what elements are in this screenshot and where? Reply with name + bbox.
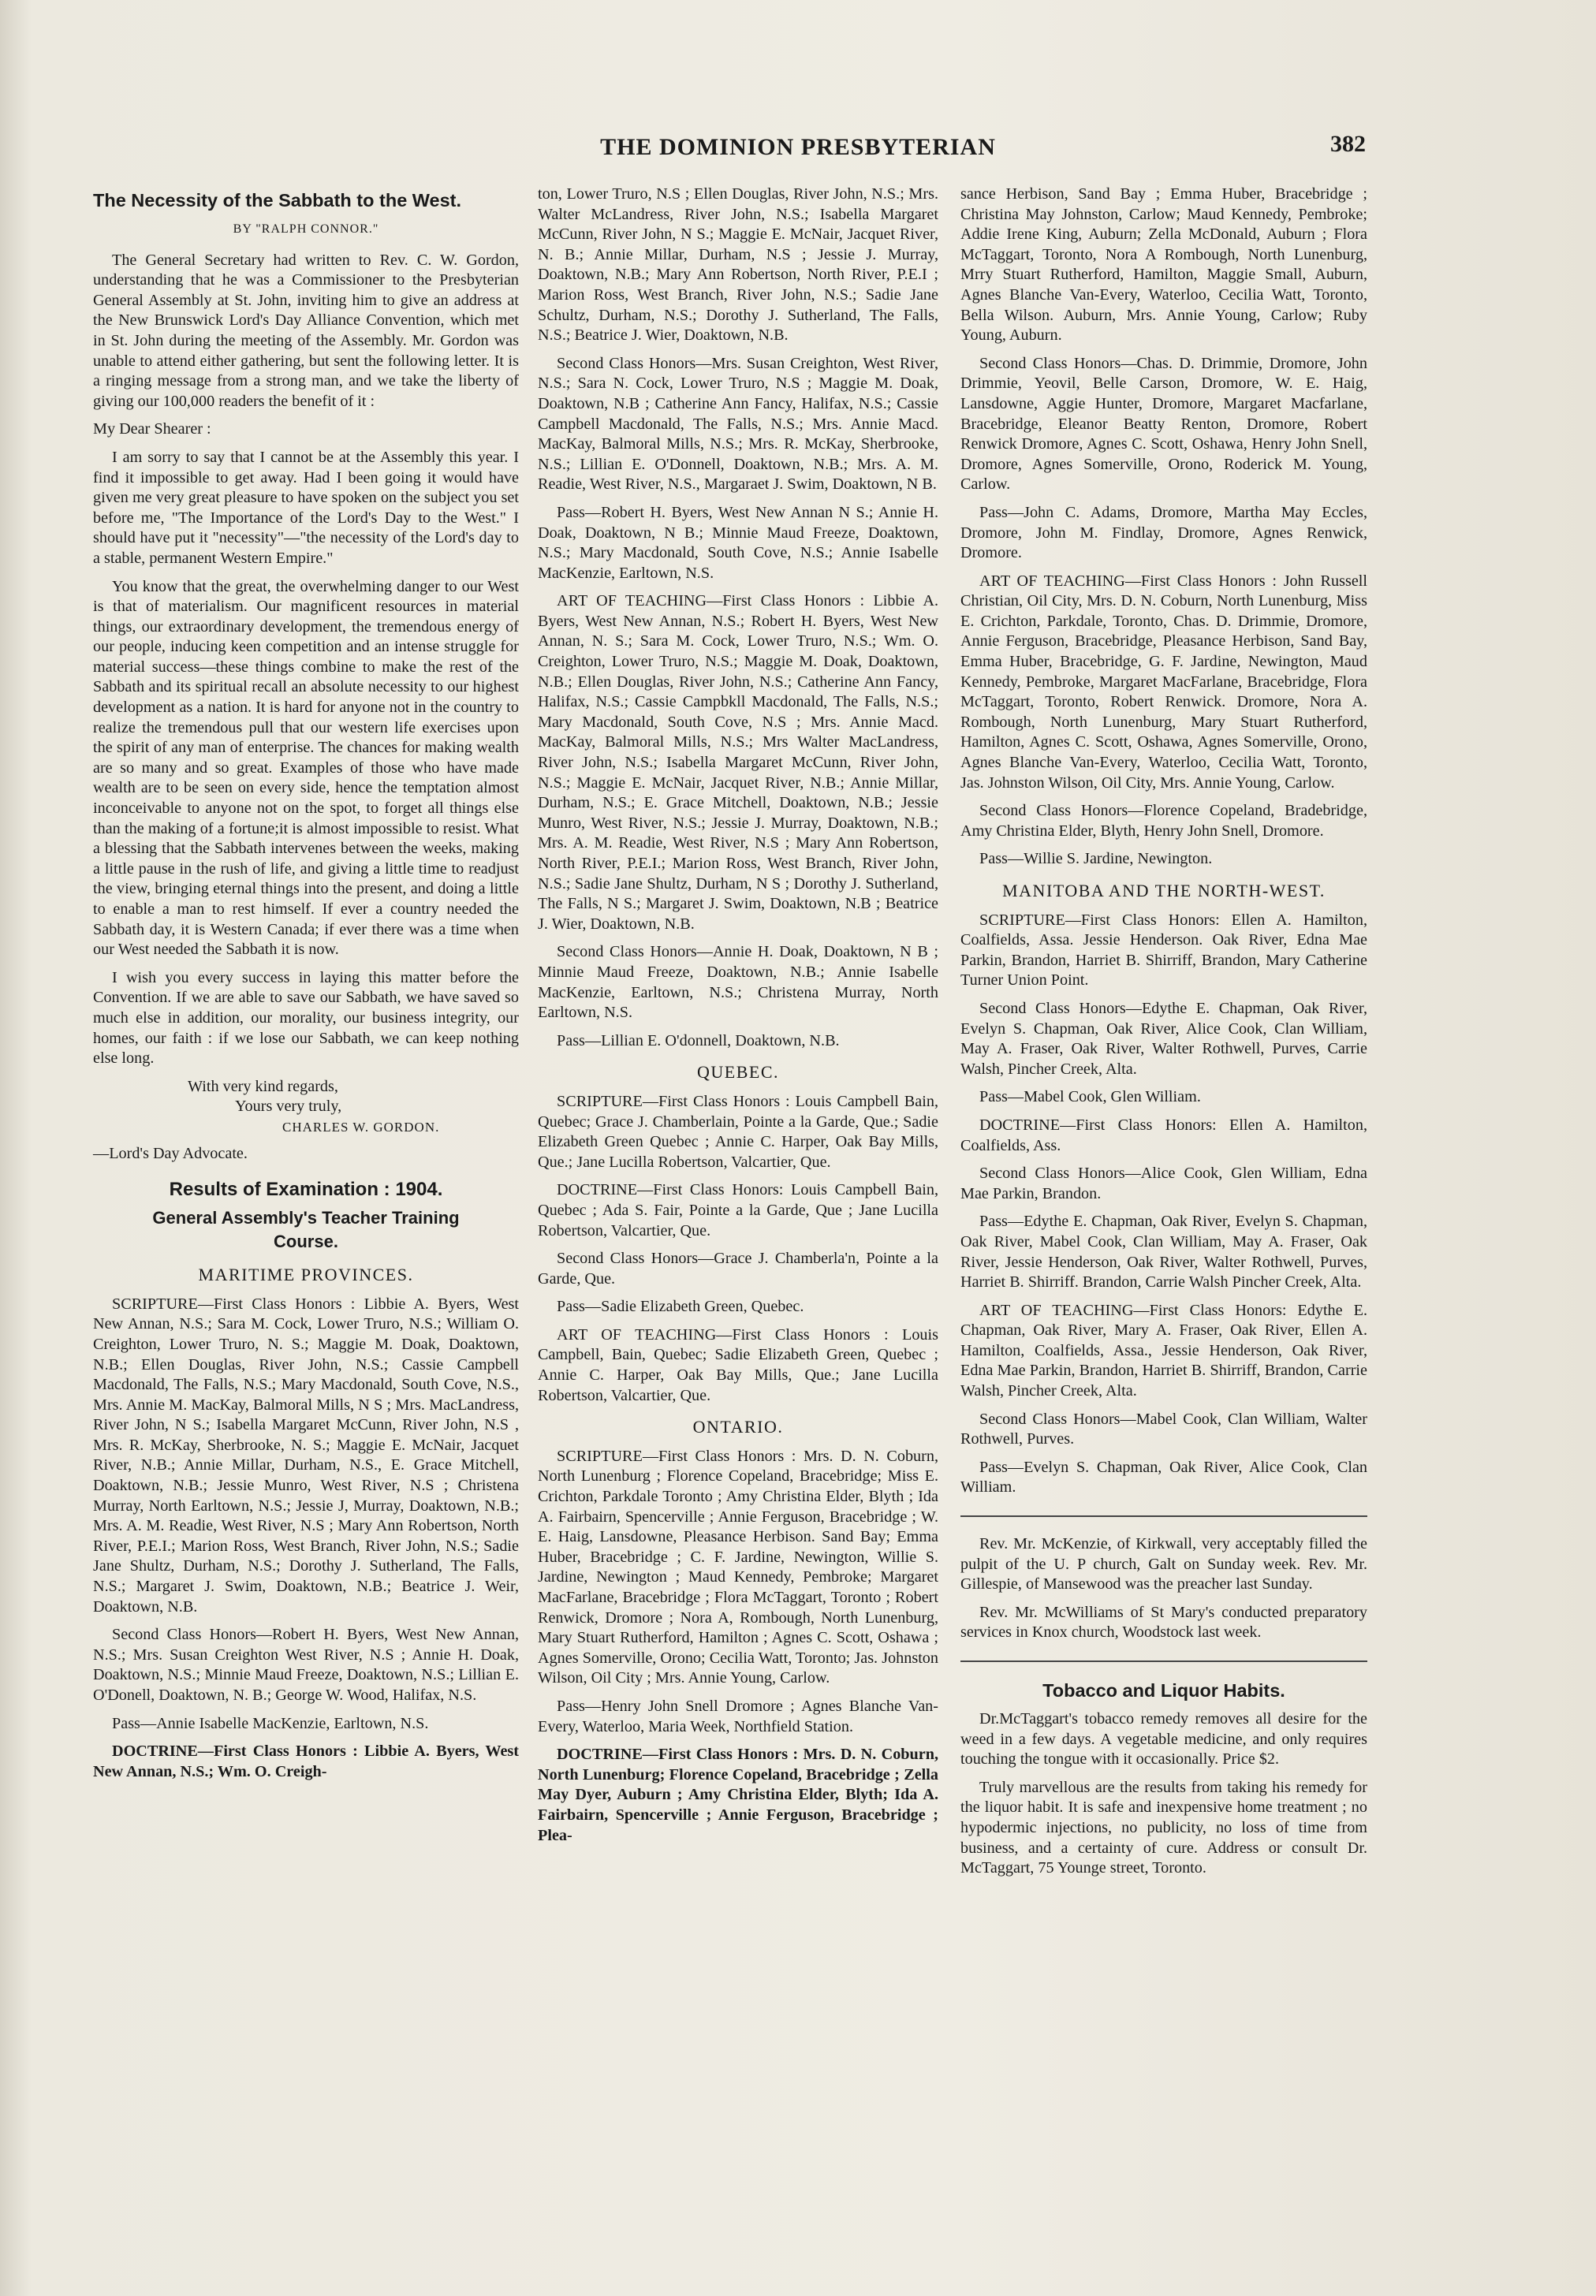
section-maritime: MARITIME PROVINCES. [198, 1265, 414, 1285]
article-source: —Lord's Day Advocate. [93, 1144, 248, 1162]
section-quebec: QUEBEC. [697, 1062, 779, 1083]
art-of-teaching: ART OF TEACHING—First Class Honors : Libbie A. Byers, West New Annan, N.S.; Robert H. Byers, West New Annan, N. S.; Sara M. Cock, Lower Truro, N.S.; Wm. O. Creighton, Lower Truro, N.S.; Maggie M. Doak, Doaktown, N.B.; Ellen Douglas, River John, N.S.; Catherine Ann Fancy, Halifax, N.S.; Cassie Campbkll Macdonald, The Falls, N.S.; Mary Macdonald, South Cove, N.S ; Mrs. Annie Macd. MacKay, Balmoral Mills, N.S.; Mrs Walter MacLandress, River John, N.S.; Isabella Margaret McCunn, River John, N.S.; Maggie E. McNair, Jacquet River, N.B.; Annie Millar, Durham, N.S.; E. Grace Mitchell, Doaktown, N.B.; Jessie Munro, West River, N.S.; Jessie J. Murray, Doaktown, N.B.; Mrs. A. M. Readie, West River, N.S ; Mary Ann Robertson, North River, P.E.I.; Marion Ross, West Branch, River John, N.S.; Sadie Jane Shultz, Durham, N S ; Dorothy J. Sutherland, The Falls, N S.; Margaret J. Swim, Doaktown, N.B ; Beatrice J. Wier, Doaktown, N.B. [538, 592, 938, 933]
ontario-art-second: Second Class Honors—Florence Copeland, Bradebridge, Amy Christina Elder, Blyth, Henry John Snell, Dromore. [960, 802, 1367, 840]
maritime-doctrine: DOCTRINE—First Class Honors : Libbie A. Byers, West New Annan, N.S.; Wm. O. Creigh- [93, 1742, 519, 1780]
article-title: The Necessity of the Sabbath to the West. [93, 190, 462, 211]
column-2 [538, 184, 938, 1854]
maritime-pass: Pass—Annie Isabelle MacKenzie, Earltown, N.S. [112, 1714, 429, 1732]
article-intro: The General Secretary had written to Rev. C. W. Gordon, understanding that he was a Commissioner to the Presbyterian General Assembly at St. John, inviting him to give an address at the New Brunswick Lord's Day Alliance Convention, which met in St. John during the meeting of the Assembly. Mr. Gordon was unable to attend either gathering, but sent the following letter. It is a ringing message from a strong man, and we take the liberty of giving our 100,000 readers the benefit of it : [93, 251, 519, 410]
letter-signature: CHARLES W. GORDON. [282, 1119, 440, 1135]
ad-title: Tobacco and Liquor Habits. [1042, 1680, 1285, 1701]
manitoba-art-pass: Pass—Evelyn S. Chapman, Oak River, Alice Cook, Clan William. [960, 1458, 1367, 1496]
results-subtitle: General Assembly's Teacher Training [152, 1208, 460, 1228]
letter-closing: With very kind regards, [188, 1077, 338, 1095]
quebec-art: ART OF TEACHING—First Class Honors : Louis Campbell, Bain, Quebec; Sadie Elizabeth Green, Quebec ; Annie C. Harper, Oak Bay Mills, Que.; Jane Lucilla Robertson, Valcartier, Que. [538, 1325, 938, 1404]
art-second: Second Class Honors—Annie H. Doak, Doaktown, N B ; Minnie Maud Freeze, Doaktown, N.B.; Annie Isabelle MacKenzie, Earltown, N.S.; Christena Murray, North Earltown, N.S. [538, 943, 938, 1022]
maritime-scripture: SCRIPTURE—First Class Honors : Libbie A. Byers, West New Annan, N.S.; Sara M. Cock, Lower Truro, N.S.; William O. Creighton, Lower Truro, N. S.; Maggie M. Doak, Doaktown, N.B.; Ellen Douglas, River John, N.S.; Cassie Campbell Macdonald, The Falls, N.S.; Mary Macdonald, South Cove, N.S., Mrs. Annie M. MacKay, Balmoral Mills, N S ; Mrs. MacLandress, River John, N S.; Isabella Margaret McCunn, River John, N.S , Mrs. R. McKay, Sherbrooke, N. S.; Maggie E. McNair, Jacquet River, N.B.; Annie Millar, Durham, N.S., E. Grace Mitchell, Doaktown, N.B.; Jessie Munro, West River, N.S ; Christena Murray, North Earltown, N.S.; Jessie J, Murray, Doaktown, N.B.; Mrs. A. M. Readie, West River, N.S ; Mary Ann Robertson, North River, P.E.I.; Marion Ross, West Branch, River John, N.S.; Sadie Jane Shultz, Durham, N.S.; Dorothy J. Sutherland, The Falls, N.S.; Margaret J. Swim, Doaktown, N.B.; Beatrice J. Weir, Doaktown, N.B. [93, 1295, 519, 1616]
ontario-second: Second Class Honors—Chas. D. Drimmie, Dromore, John Drimmie, Yeovil, Belle Carson, Dromore, W. E. Haig, Lansdowne, Aggie Hunter, Dromore, Margaret Macfarlane, Bracebridge, Eleanor Beatty Renton, Dromore, Robert Renwick Dromore, Agnes C. Scott, Oshawa, Henry John Snell, Dromore, Agnes Somerville, Orono, Roderick M. Young, Carlow. [960, 354, 1367, 494]
maritime-second: Second Class Honors—Robert H. Byers, West New Annan, N.S.; Mrs. Susan Creighton West River, N.S ; Annie H. Doak, Doaktown, N.S.; Minnie Maud Freeze, Doaktown, N.S.; Lillian E. O'Donell, Doaktown, N. B.; George W. Wood, Halifax, N.S. [93, 1626, 519, 1704]
doctrine-pass: Pass—Robert H. Byers, West New Annan N S.; Annie H. Doak, Doaktown, N B.; Minnie Maud Freeze, Doaktown, N.S.; Mary Macdonald, South Cove, N.S.; Annie Isabelle MacKenzie, Earltown, N.S. [538, 503, 938, 582]
column-1 [93, 184, 519, 1790]
letter-paragraph-1: I am sorry to say that I cannot be at the Assembly this year. I find it impossible to get away. Had I been going it would have given me very great pleasure to have spoken on the subject you set before me, "The Importance of the Lord's Day to the West." I should have put it "necessity"—"the necessity of the Lord's day to a stable, permanent Western Empire." [93, 448, 519, 567]
quebec-pass: Pass—Sadie Elizabeth Green, Quebec. [557, 1298, 804, 1316]
quebec-scripture: SCRIPTURE—First Class Honors : Louis Campbell Bain, Quebec; Grace J. Chamberlain, Pointe a la Garde, Que.; Sadie Elizabeth Green Quebec ; Annie C. Harper, Oak Bay Mills, Que.; Jane Lucilla Robertson, Valcartier, Que. [538, 1092, 938, 1171]
letter-paragraph-2: You know that the great, the overwhelming danger to our West is that of materialism. Our magnificent resources in material things, our extraordinary development, the tremendous energy of our people, inducing keen competition and an intense struggle for material success—these things combine to make the rest of the Sabbath and its spiritual recall an absolute necessity to our highest development as a nation. It is hard for anyone not in the country to realize the tremendous pull that our western life exercises upon the spirit of any man of enterprise. The chances for making wealth are so many and so great. Examples of those who have made wealth are to be seen on every side, hence the temptation almost inconceivable to anyone not on the spot, to forget all things else than the making of a fortune;it is almost impossible to resist. What a blessing that the Sabbath intervenes between the weeks, making a little pause in the rush of life, and giving a little time to readjust the view, bringing eternal things into the present, and doing a little to enable a man to rest himself. If ever a country needed the Sabbath day, it is Western Canada; if ever there was a time when our West needed the Sabbath it is now. [93, 577, 519, 959]
letter-closing-2: Yours very truly, [235, 1098, 342, 1116]
news-item-1: Rev. Mr. McKenzie, of Kirkwall, very acceptably filled the pulpit of the U. P church, Galt on Sunday week. Rev. Mr. Gillespie, of Mansewood was the preacher last Sunday. [960, 1535, 1367, 1593]
quebec-doctrine: DOCTRINE—First Class Honors: Louis Campbell Bain, Quebec ; Ada S. Fair, Pointe a la Garde, Que ; Jane Lucilla Robertson, Valcartier, Que. [538, 1181, 938, 1239]
results-subtitle-2: Course. [274, 1232, 338, 1252]
manitoba-doctrine: DOCTRINE—First Class Honors: Ellen A. Hamilton, Coalfields, Ass. [960, 1116, 1367, 1154]
ontario-doctrine-continued: sance Herbison, Sand Bay ; Emma Huber, Bracebridge ; Christina May Johnston, Carlow; Maud Kennedy, Pembroke; Addie Irene King, Auburn; Zella McDonald, Auburn ; Flora McTaggart, Toronto, Nora A Rombough, North Lunenburg, Mrry Stuart Rutherford, Hamilton, Maggie Small, Auburn, Agnes Blanche Van-Every, Waterloo, Cecilia Watt, Toronto, Bella Wilson. Auburn, Mrs. Annie Young, Carlow; Ruby Young, Auburn. [960, 185, 1367, 345]
ontario-doctrine-pass: Pass—John C. Adams, Dromore, Martha May Eccles, Dromore, John M. Findlay, Dromore, Agnes Renwick, Dromore. [960, 503, 1367, 562]
divider [960, 1515, 1367, 1517]
column-3 [960, 184, 1367, 1887]
manitoba-second: Second Class Honors—Edythe E. Chapman, Oak River, Evelyn S. Chapman, Oak River, Alice Cook, Clan William, May A. Fraser, Oak River, Walter Rothwell, Purves, Carrie Walsh, Pincher Creek, Alta. [960, 999, 1367, 1078]
ad-paragraph-1: Dr.McTaggart's tobacco remedy removes all desire for the weed in a few days. A vegetable medicine, and only requires touching the tongue with it occasionally. Price $2. [960, 1710, 1367, 1769]
section-manitoba: MANITOBA AND THE NORTH-WEST. [1002, 881, 1326, 900]
ontario-scripture: SCRIPTURE—First Class Honors : Mrs. D. N. Coburn, North Lunenburg ; Florence Copeland, Bracebridge; Miss E. Crichton, Parkdale Toronto ; Amy Christina Elder, Blyth ; Ida A. Fairbairn, Spencerville ; Annie Ferguson, Bracebridge ; W. E. Haig, Lansdowne, Pleasance Herbison. Sand Bay; Emma Huber, Bracebridge ; C. F. Jardine, Newington, Willie S. Jardine, Newington ; Maud Kennedy, Pembroke; Margaret MacFarlane, Bracebridge ; Flora McTaggart, Toronto ; Robert Renwick, Dromore ; Nora A, Rombough, North Lunenburg, Mary Stuart Rutherford, Hamilton ; Agnes C. Scott, Oshawa ; Agnes Somerville, Orono; Cecilia Watt, Toronto; Jas. Johnston Wilson, Oil City ; Mrs. Annie Young, Carlow. [538, 1447, 938, 1687]
doctrine-continued: ton, Lower Truro, N.S ; Ellen Douglas, River John, N.S.; Mrs. Walter McLandress, River John, N.S.; Isabella Margaret McCunn, River John, N S.; Maggie E. McNair, Jacquet River, N. B.; Annie Millar, Durham, N.S ; Jessie J. Murray, Doaktown, N.B.; Mary Ann Robertson, North River, P.E.I ; Marion Ross, West Branch, River John, N.S.; Sadie Jane Schultz, Durham, N.S.; Dorothy J. Sutherland, The Falls, N.S.; Beatrice J. Wier, Doaktown, N.B. [538, 185, 938, 345]
news-item-2: Rev. Mr. McWilliams of St Mary's conducted preparatory services in Knox church, Woodstock last week. [960, 1603, 1367, 1642]
divider-2 [960, 1660, 1367, 1662]
doctrine-second: Second Class Honors—Mrs. Susan Creighton, West River, N.S.; Sara N. Cock, Lower Truro, N.S ; Maggie M. Doak, Doaktown, N.B ; Catherine Ann Fancy, Halifax, N.S.; Cassie Campbell Macdonald, The Falls, N.S.; Mrs. Annie Macd. MacKay, Balmoral Mills, N.S.; Mrs. R. McKay, Sherbrooke, N.S.; Lillian E. O'Donnell, Doaktown, N.B.; Mrs. A. M. Readie, West River, N.S., Margaraet J. Swim, Doaktown, N B. [538, 354, 938, 494]
manitoba-art-second: Second Class Honors—Mabel Cook, Clan William, Walter Rothwell, Purves. [960, 1410, 1367, 1448]
quebec-second: Second Class Honors—Grace J. Chamberla'n, Pointe a la Garde, Que. [538, 1250, 938, 1288]
section-ontario: ONTARIO. [692, 1417, 784, 1437]
ontario-art: ART OF TEACHING—First Class Honors : John Russell Christian, Oil City, Mrs. D. N. Coburn, North Lunenburg, Miss E. Crichton, Parkdale, Toronto, Chas. D. Drimmie, Dromore, Annie Ferguson, Bracebridge, Pleasance Herbison, Sand Bay, Emma Huber, Bracebridge, G. F. Jardine, Newington, Maud Kennedy, Pembroke, Margaret MacFarlane, Bracebridge, Flora McTaggart, Toronto, Robert Renwick. Dromore, Nora A. Rombough, North Lunenburg, Mary Stuart Rutherford, Hamilton, Agnes C. Scott, Oshawa, Agnes Somerville, Orono, Agnes Blanche Van-Every, Waterloo, Cecilia Watt, Toronto, Jas. Johnston Wilson, Oil City, Mrs. Annie Young, Carlow. [960, 572, 1367, 792]
letter-paragraph-3: I wish you every success in laying this matter before the Convention. If we are able to save our Sabbath, we have saved so much else in addition, our morality, our business integrity, our homes, our faith : if we lose our Sabbath, we can keep nothing else long. [93, 968, 519, 1068]
manitoba-doctrine-pass: Pass—Edythe E. Chapman, Oak River, Evelyn S. Chapman, Oak River, Mabel Cook, Clan William, May A. Fraser, Oak River, Jessie Henderson, Oak River, Walter Rothwell, Purves, Harriet B. Shirriff. Brandon, Carrie Walsh Pincher Creek, Alta. [960, 1213, 1367, 1292]
letter-salutation: My Dear Shearer : [93, 420, 211, 438]
ontario-pass: Pass—Henry John Snell Dromore ; Agnes Blanche Van-Every, Waterloo, Maria Week, Northfield Station. [538, 1697, 938, 1735]
article-byline: BY "RALPH CONNOR." [233, 222, 379, 236]
page-header [0, 131, 1596, 173]
results-title: Results of Examination : 1904. [169, 1179, 443, 1201]
manitoba-pass: Pass—Mabel Cook, Glen William. [979, 1088, 1201, 1106]
ontario-doctrine: DOCTRINE—First Class Honors : Mrs. D. N. Coburn, North Lunenburg; Florence Copeland, Bracebridge ; Zella May Dyer, Auburn ; Amy Christina Elder, Blyth; Ida A. Fairbairn, Spencerville ; Annie Ferguson, Bracebridge ; Plea- [538, 1746, 938, 1844]
masthead-title: THE DOMINION PRESBYTERIAN [600, 134, 996, 160]
ontario-art-pass: Pass—Willie S. Jardine, Newington. [979, 850, 1213, 868]
manitoba-scripture: SCRIPTURE—First Class Honors: Ellen A. Hamilton, Coalfields, Assa. Jessie Henderson. Oak River, Edna Mae Parkin, Brandon, Harriet B. Shirriff, Brandon, Mary Catherine Turner Union Point. [960, 911, 1367, 990]
art-pass: Pass—Lillian E. O'donnell, Doaktown, N.B. [557, 1031, 840, 1049]
manitoba-doctrine-second: Second Class Honors—Alice Cook, Glen William, Edna Mae Parkin, Brandon. [960, 1165, 1367, 1202]
ad-paragraph-2: Truly marvellous are the results from taking his remedy for the liquor habit. It is safe and inexpensive home treatment ; no hypodermic injections, no publicity, no loss of time from business, and a certainty of cure. Address or consult Dr. McTaggart, 75 Younge street, Toronto. [960, 1778, 1367, 1877]
manitoba-art: ART OF TEACHING—First Class Honors: Edythe E. Chapman, Oak River, Mary A. Fraser, Oak River, Ellen A. Hamilton, Coalfields, Assa., Jessie Henderson, Oak River, Edna Mae Parkin, Brandon, Harriet B. Shirriff, Brandon, Carrie Walsh, Pincher Creek, Alta. [960, 1301, 1367, 1400]
page-number: 382 [1330, 131, 1366, 157]
